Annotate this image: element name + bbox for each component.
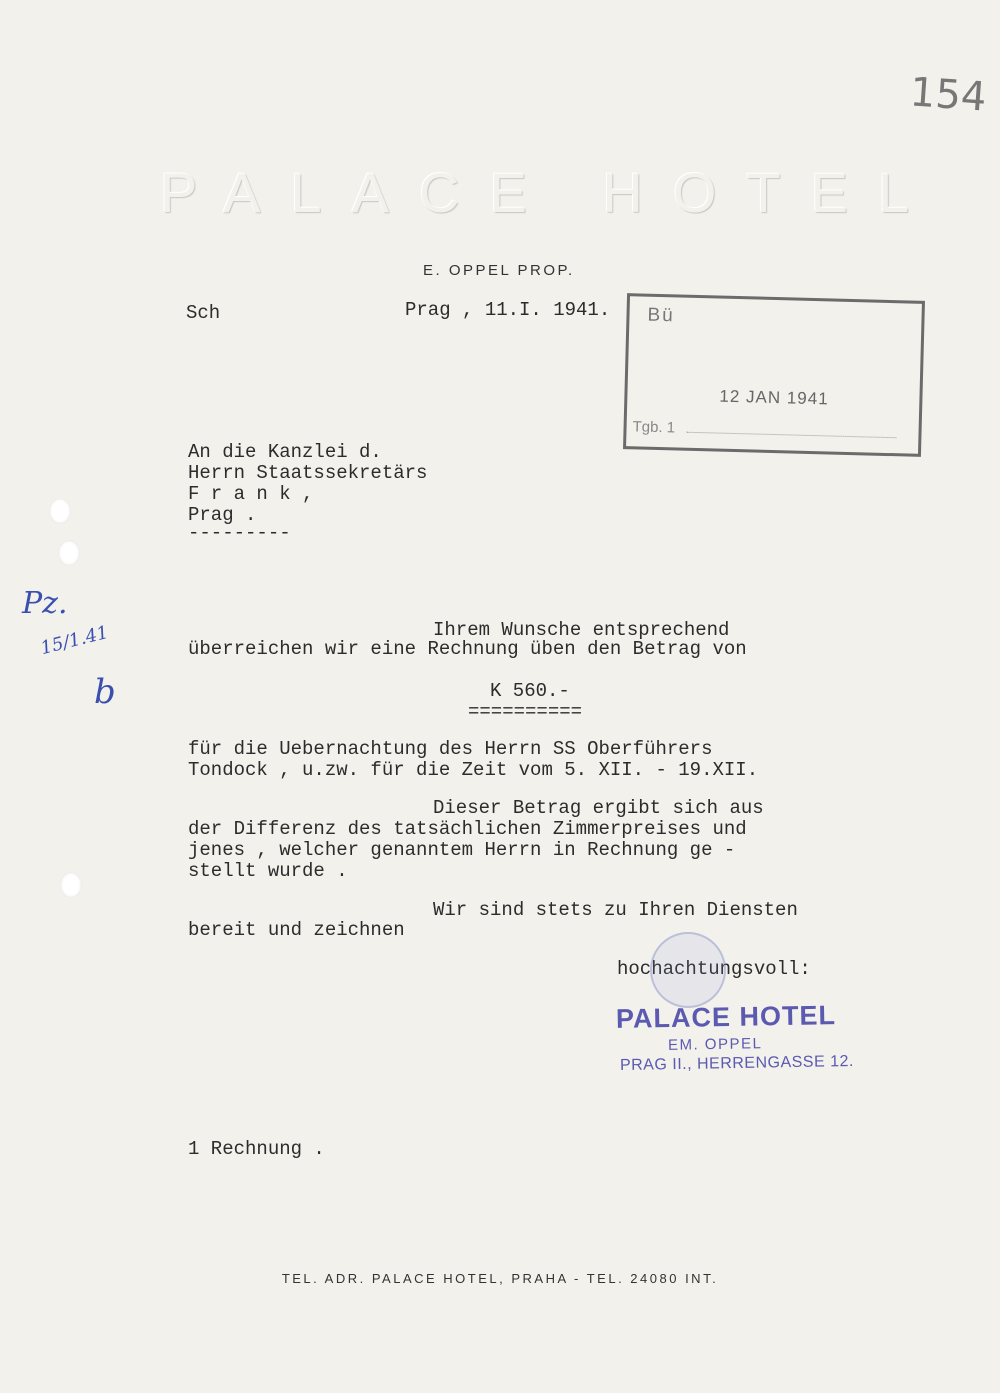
letterhead-emboss: PALACE HOTEL: [160, 161, 940, 224]
round-seal: [650, 932, 726, 1008]
signature-stamp-owner: EM. OPPEL: [667, 1035, 763, 1054]
punch-hole: [60, 872, 82, 898]
amount: K 560.-: [490, 680, 570, 702]
receipt-stamp: [623, 293, 925, 457]
body-line: Tondock , u.zw. für die Zeit vom 5. XII. - 19.XII.: [188, 759, 759, 781]
body-line: für die Uebernachtung des Herrn SS Oberführers: [188, 738, 713, 760]
receipt-stamp-reg: Tgb. 1: [632, 418, 676, 437]
body-line: Wir sind stets zu Ihren Diensten: [433, 899, 798, 921]
margin-mark: b: [94, 672, 116, 712]
letterhead-proprietor: E. OPPEL PROP.: [423, 262, 575, 279]
letterhead-footer: TEL. ADR. PALACE HOTEL, PRAHA - TEL. 24080 INT.: [281, 1271, 719, 1286]
receipt-stamp-dotted-line: [686, 432, 896, 438]
body-line: Ihrem Wunsche entsprechend: [433, 619, 730, 641]
address-line: Herrn Staatssekretärs: [188, 462, 428, 484]
address-line: Prag .: [188, 504, 257, 526]
body-line: jenes , welcher genanntem Herrn in Rechnung ge -: [188, 839, 736, 861]
address-line: An die Kanzlei d.: [188, 441, 382, 463]
receipt-stamp-date: 12 JAN 1941: [719, 386, 829, 409]
closing: hochachtungsvoll:: [617, 958, 811, 980]
folio-number: 154: [908, 69, 988, 121]
margin-initials: Pz.: [22, 586, 68, 621]
enclosure: 1 Rechnung .: [188, 1138, 325, 1160]
address-underline: ---------: [188, 522, 291, 544]
place-date: Prag , 11.I. 1941.: [405, 299, 611, 321]
reference-initials: Sch: [186, 302, 221, 324]
punch-hole: [58, 540, 80, 566]
punch-hole: [49, 498, 71, 524]
signature-stamp-address: PRAG II., HERRENGASSE 12.: [619, 1052, 855, 1075]
body-line: überreichen wir eine Rechnung üben den Betrag von: [188, 638, 747, 660]
body-line: bereit und zeichnen: [188, 919, 405, 941]
amount-underline: ==========: [468, 701, 583, 723]
body-line: Dieser Betrag ergibt sich aus: [433, 797, 764, 819]
body-line: der Differenz des tatsächlichen Zimmerpreises und: [188, 818, 747, 840]
receipt-stamp-heading: Bü: [647, 304, 676, 327]
signature-stamp-name: PALACE HOTEL: [615, 1000, 837, 1034]
address-line: F r a n k ,: [188, 483, 314, 505]
margin-date: 15/1.41: [38, 621, 111, 660]
body-line: stellt wurde .: [188, 860, 348, 882]
